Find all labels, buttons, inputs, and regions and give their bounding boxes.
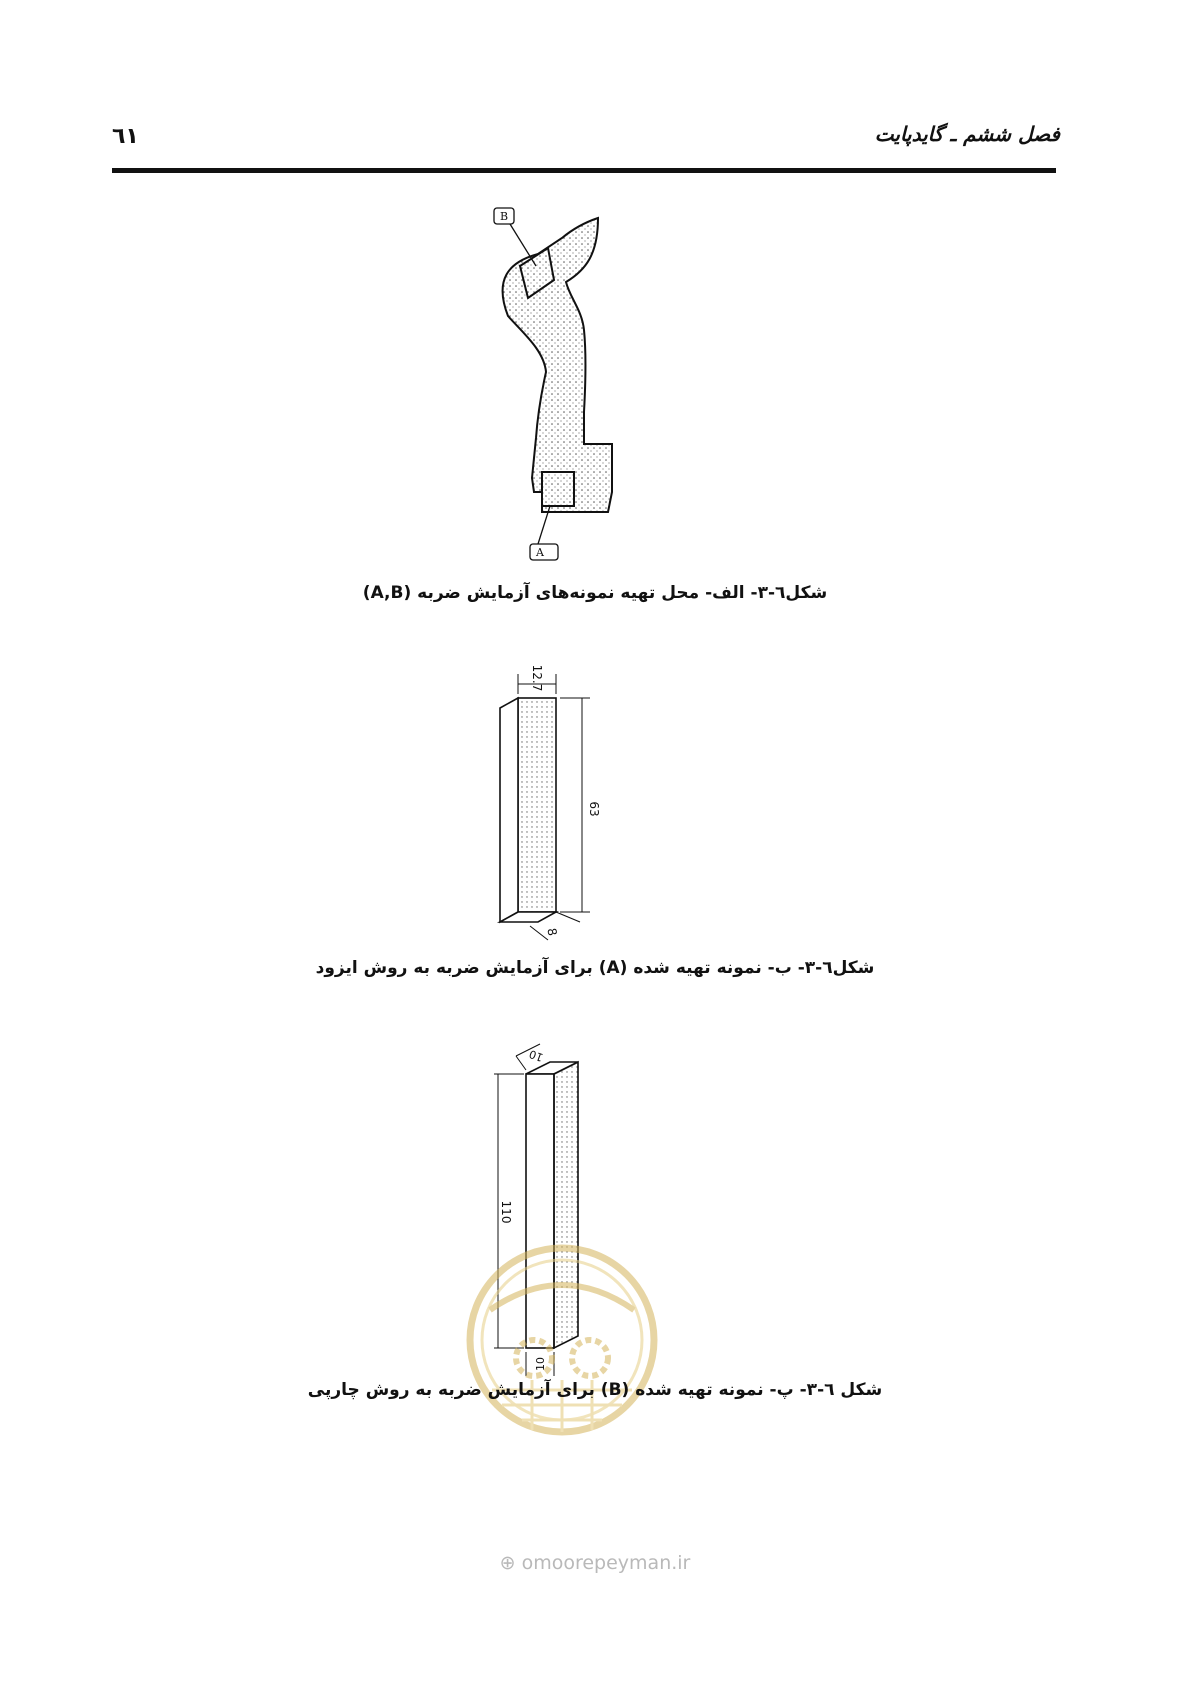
figure-caption-1: شکل٦-۳- الف- محل تهیه نمونه‌های آزمایش ضربه (A,B) <box>362 583 828 603</box>
izod-front-face <box>518 698 556 912</box>
part-outline <box>503 218 612 512</box>
label-b: B <box>499 210 509 223</box>
page-number: ٦١ <box>112 124 139 149</box>
dim-top: 10 <box>527 1047 545 1065</box>
dim-thickness: 8 <box>544 927 560 937</box>
watermark-seal-logo <box>462 1240 662 1440</box>
figure-part-sample-locations <box>490 200 670 580</box>
figure-caption-3: شکل ٦-۳- پ- نمونه تهیه شده (B) برای آزمایش ضربه به روش چارپی <box>307 1380 883 1400</box>
izod-side-face <box>500 698 518 922</box>
header-divider <box>112 168 1056 173</box>
watermark-url: ⊕ omoorepeyman.ir <box>499 1552 691 1574</box>
dim-bottom: 10 <box>534 1357 547 1371</box>
figure-caption-2: شکل٦-۳- ب- نمونه تهیه شده (A) برای آزمایش ضربه به روش ایزود <box>315 958 875 978</box>
dim-width: 12.7 <box>530 664 544 692</box>
chapter-title: فصل ششم ـ گایدپایت <box>874 122 1060 146</box>
figure-izod-sample <box>490 660 610 948</box>
dim-length: 63 <box>587 801 601 817</box>
dim-length: 110 <box>499 1200 513 1224</box>
label-a: A <box>536 546 544 559</box>
globe-icon: ⊕ <box>499 1552 516 1574</box>
